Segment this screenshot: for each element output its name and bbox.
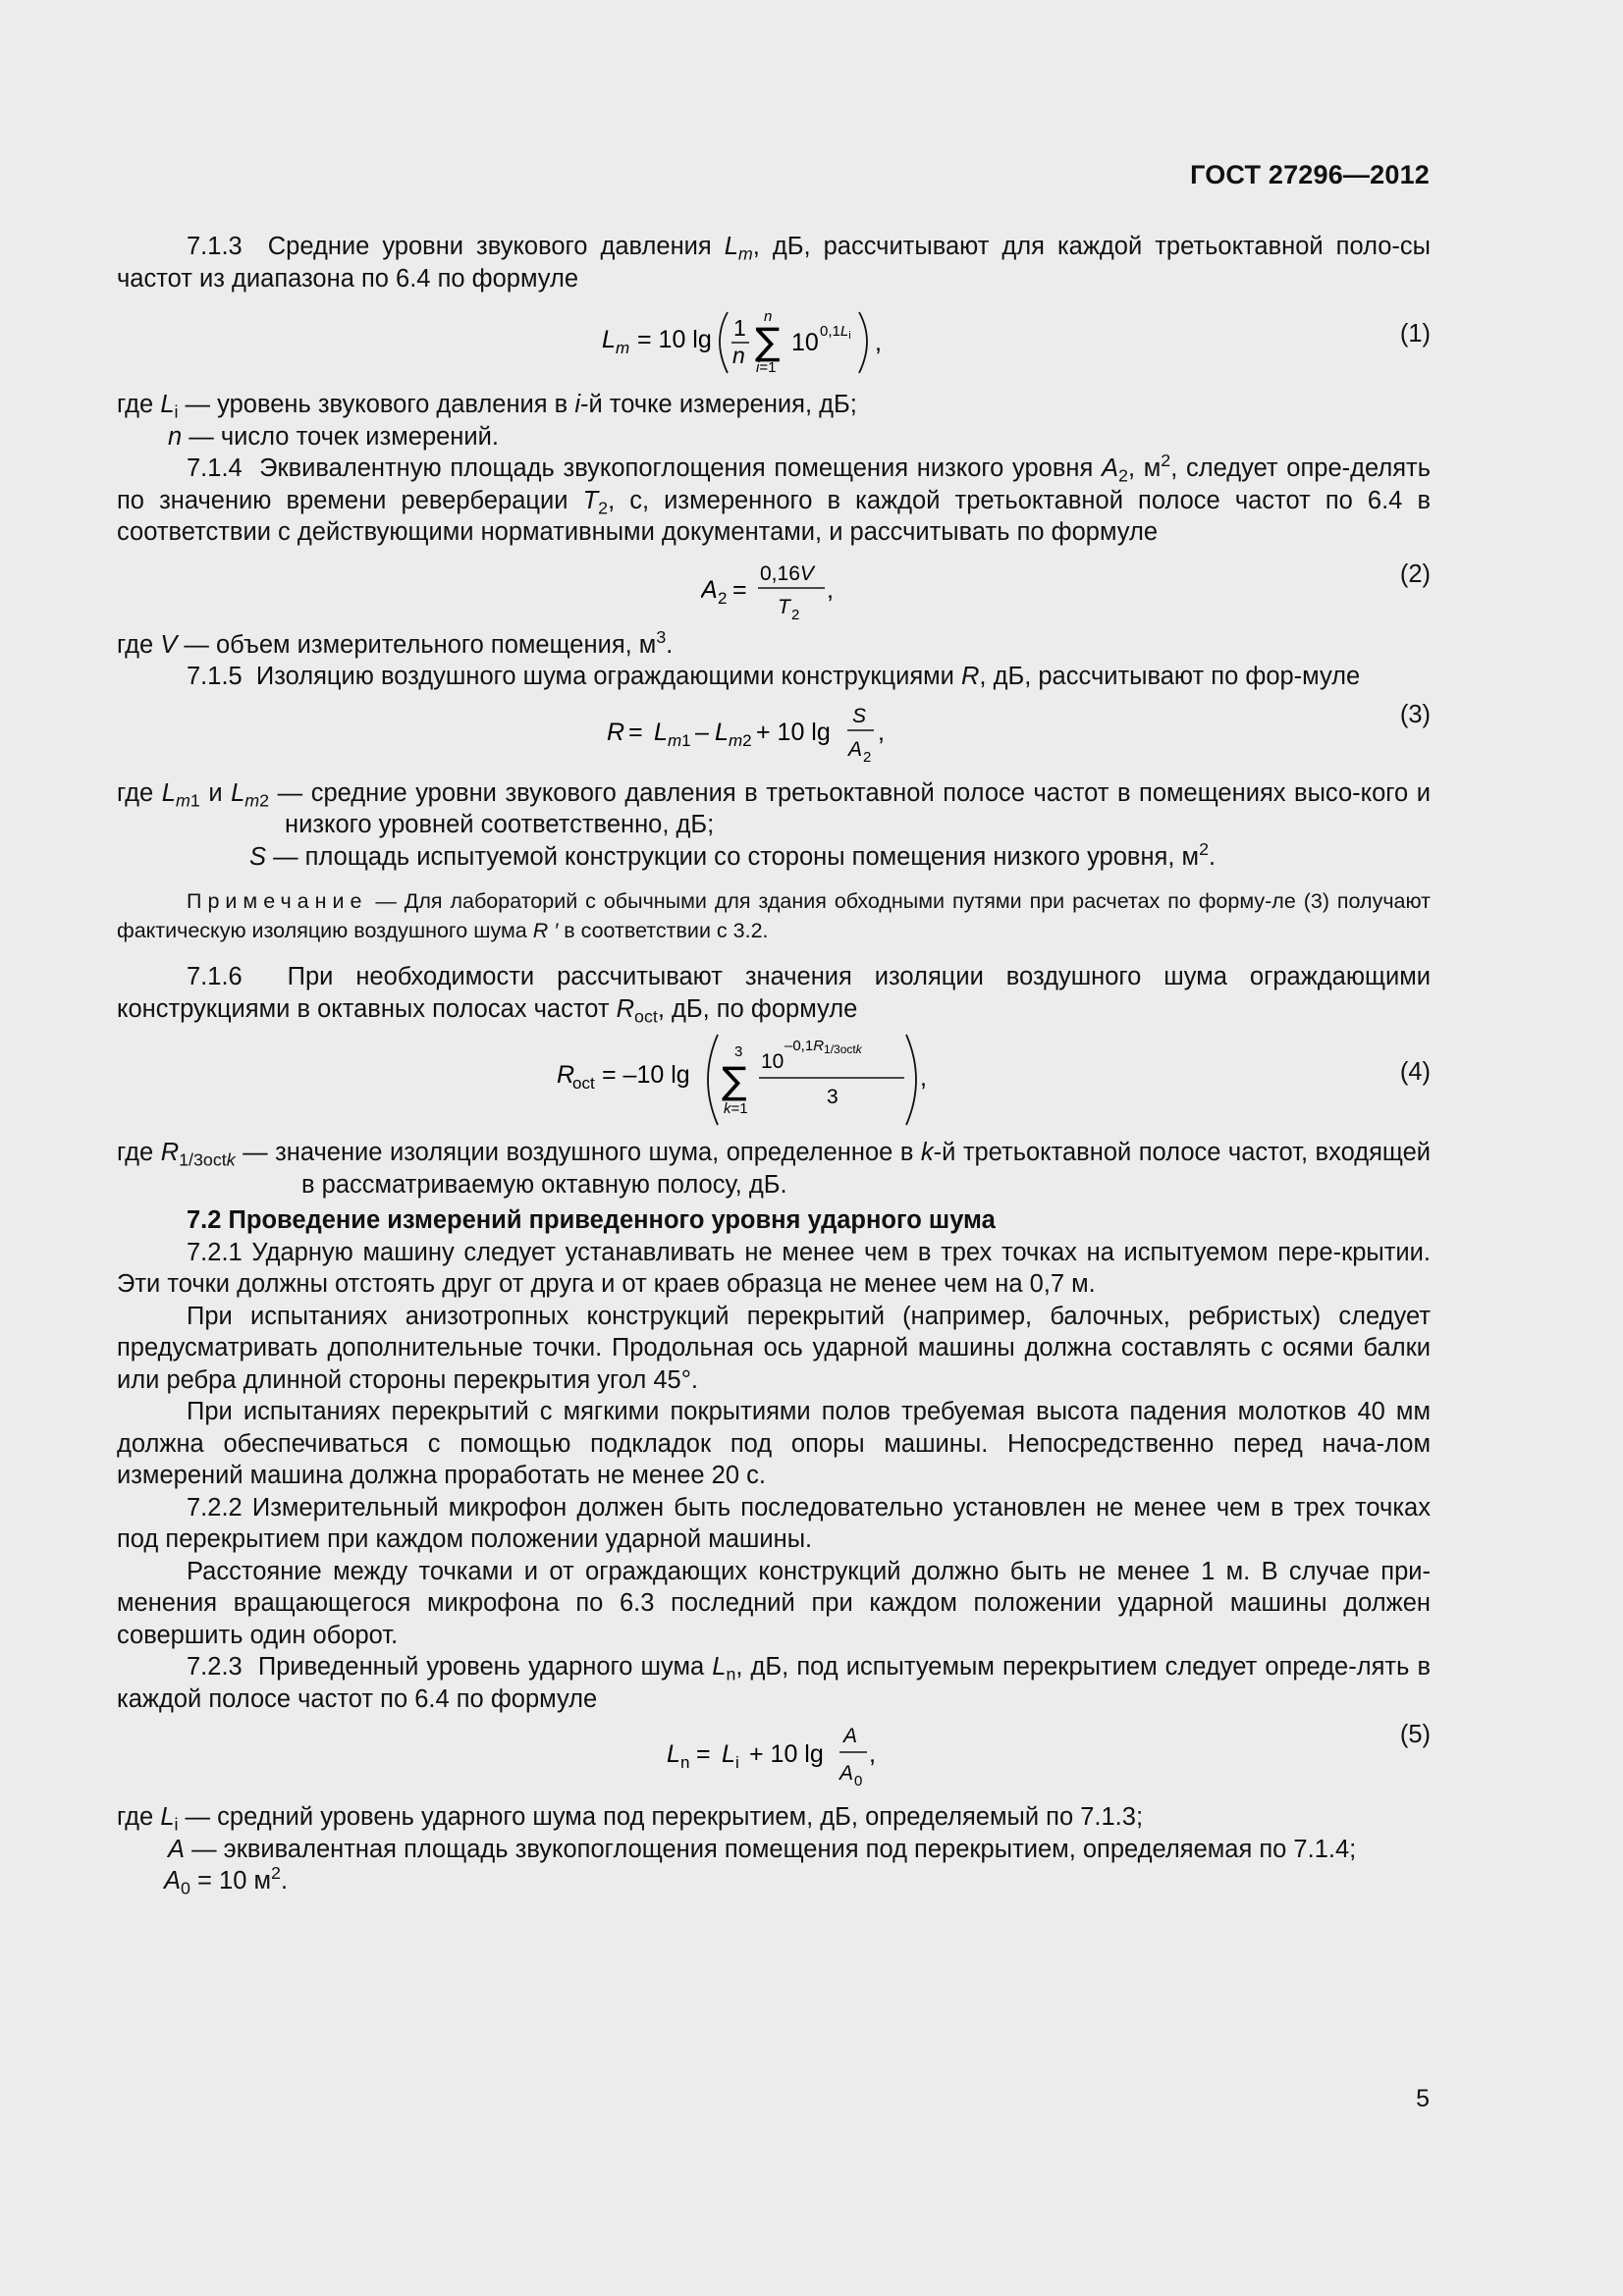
formula-number: (2) — [1399, 560, 1431, 588]
paragraph-7-2-2-b: Расстояние между точками и от ограждающих конструкций должно быть не менее 1 м. В случае при-менения вращающегося микрофона по 6.3 последний при каждом положении ударной машины должен совершить один оборот. — [117, 1557, 1431, 1649]
svg-text:R: R — [557, 1061, 575, 1089]
paragraph-7-2-3: 7.2.3 Приведенный уровень ударного шума $L_n$, дБ, под испытуемым перекрытием следует опреде-лять в каждой полосе частот по 6.4 по формуле — [117, 1653, 1431, 1713]
svg-text:m: m — [616, 339, 630, 357]
svg-text:10: 10 — [791, 329, 819, 356]
formula-1-expression — [602, 298, 896, 383]
formula-4 — [117, 1029, 1431, 1131]
svg-text:+ 10 lg: + 10 lg — [756, 718, 831, 746]
svg-text:0,1Li: $0,1L_i$ — [820, 323, 851, 342]
paragraph-7-2-1: 7.2.1 Ударную машину следует устанавливать не менее чем в трех точках на испытуемом пере-крытии. Эти точки должны отстоять друг от друга и от краев образца не менее чем на 0,7 м. — [117, 1238, 1431, 1298]
svg-text:m2: m2 — [729, 730, 752, 750]
svg-text:S: S — [852, 704, 867, 727]
svg-text:=: = — [628, 718, 643, 746]
formula-3-expression — [607, 697, 911, 772]
svg-text:,: , — [869, 1740, 876, 1768]
svg-text:0,16V: 0,16V — [760, 561, 814, 585]
document-body — [117, 231, 1431, 1897]
svg-text:L: L — [722, 1740, 735, 1768]
formula-number: (1) — [1399, 320, 1431, 347]
formula-5-expression — [667, 1719, 883, 1795]
formula-2-expression — [701, 553, 848, 623]
svg-text:A: A — [843, 1725, 858, 1747]
svg-text:A: A — [839, 1762, 854, 1785]
svg-text:=: = — [696, 1740, 711, 1768]
paragraph-7-2-1-b: При испытаниях анизотропных конструкций перекрытий (например, балочных, ребристых) следует предусматривать дополнительные точки. Продольная ось ударной машины должна составлять с осями балки или ребра длинной стороны перекрытия угол 45°. — [117, 1302, 1431, 1394]
svg-text:n: n — [764, 308, 773, 325]
formula-5 — [117, 1719, 1431, 1795]
svg-text:i=1: i=1 — [756, 359, 777, 376]
formula-1 — [117, 298, 1431, 383]
svg-text:1: 1 — [733, 315, 746, 341]
svg-text:∑: ∑ — [755, 320, 781, 363]
svg-text:i: i — [735, 1753, 739, 1772]
svg-text:2: 2 — [791, 606, 800, 623]
paragraph-7-1-6: 7.1.6 При необходимости рассчитывают значения изоляции воздушного шума ограждающими конструкциями в октавных полосах частот $R_{oct}$, дБ, по формуле — [117, 963, 1431, 1026]
where-block-3-s: S — площадь испытуемой конструкции со стороны помещения низкого уровня, $м^2$. — [249, 838, 1217, 871]
paragraph-7-1-4: 7.1.4 Эквивалентную площадь звукопоглощения помещения низкого уровня $A_2$, $м^2$, следует опре-делять по значению времени реверберации $T_2$, с, измеренного в каждой третьоктавной полосе частот по 6.4 в соответствии с действующими нормативными документами, и рассчитывать по формуле — [117, 451, 1432, 546]
svg-text:,: , — [827, 575, 834, 604]
svg-text:,: , — [920, 1064, 927, 1092]
page-number: 5 — [1416, 2085, 1430, 2112]
svg-text:A: A — [848, 737, 863, 761]
where-block-5: где $L_i$ — средний уровень ударного шума под перекрытием, дБ, определяемый по 7.1.3; — [117, 1803, 1144, 1835]
where-block-5-a: A — эквивалентная площадь звукопоглощения помещения под перекрытием, определяемая по 7.1.4; — [168, 1835, 1357, 1863]
formula-2 — [117, 553, 1431, 623]
svg-text:L: L — [654, 718, 668, 746]
svg-text:=: = — [732, 575, 747, 604]
document-header: ГОСТ 27296—2012 — [1190, 160, 1430, 189]
svg-text:oct: oct — [572, 1074, 595, 1093]
svg-text:0: 0 — [854, 1773, 863, 1789]
paragraph-7-2-2: 7.2.2 Измерительный микрофон должен быть последовательно установлен не менее чем в трех точках под перекрытием при каждом положении ударной машины. — [117, 1493, 1431, 1553]
where-block-5-a0: $A_0 = 10$ $м^2$. — [164, 1863, 289, 1898]
svg-text:3: 3 — [734, 1043, 743, 1060]
note: Примечание — Для лабораторий с обычными для здания обходными путями при расчетах по форму-ле (3) получают фактическую изоляцию воздушного шума R ′ в соответствии с 3.2. — [117, 889, 1431, 942]
formula-number: (5) — [1399, 1721, 1431, 1748]
svg-text:m1: m1 — [668, 730, 691, 750]
svg-text:∑: ∑ — [722, 1059, 747, 1102]
svg-text:= 10 lg: = 10 lg — [637, 326, 712, 353]
svg-text:+ 10 lg: + 10 lg — [749, 1740, 824, 1768]
formula-3 — [117, 697, 1431, 772]
svg-text:,: , — [875, 329, 882, 356]
svg-text:n: n — [732, 343, 745, 368]
section-7-2-title: 7.2 Проведение измерений приведенного уровня ударного шума — [187, 1206, 996, 1234]
formula-number: (4) — [1399, 1058, 1431, 1086]
svg-text:L: L — [602, 326, 616, 353]
where-block-4: где $R_{1/3octk}$ — значение изоляции воздушного шума, определенное в k-й третьоктавной полосе частот, входящей в рассматриваемую октавную полосу, дБ. — [117, 1139, 1431, 1199]
svg-text:n: n — [680, 1753, 690, 1772]
svg-text:–: – — [695, 718, 709, 746]
where-block-3: где $L_{m1}$ и $L_{m2}$ — средние уровни звукового давления в третьоктавной полосе частот в помещениях высо-кого и низкого уровней соответственно, дБ; — [117, 778, 1431, 838]
paragraph-7-2-1-c: При испытаниях перекрытий с мягкими покрытиями полов требуемая высота падения молотков 40 мм должна обеспечиваться с помощью подкладок под опоры машины. Непосредственно перед нача-лом измерений машина должна проработать не менее 20 с. — [117, 1398, 1431, 1489]
svg-text:–0,1R1/3octk: $-0,1R_{1/3oct}k$ — [784, 1038, 862, 1056]
where-block-2: где V — объем измерительного помещения, $м^3$. — [117, 626, 674, 659]
svg-text:k=1: k=1 — [724, 1100, 748, 1117]
svg-text:3: 3 — [827, 1086, 839, 1108]
svg-text:,: , — [878, 718, 885, 746]
where-block-1-n: n — число точек измерений. — [168, 422, 499, 451]
svg-text:T: T — [778, 595, 790, 618]
paragraph-7-1-3: 7.1.3 Средние уровни звукового давления $L_m$, дБ, рассчитывают для каждой третьоктавной поло-сы частот из диапазона по 6.4 по формуле — [117, 233, 1431, 293]
paragraph-7-1-5: 7.1.5 Изоляцию воздушного шума ограждающими конструкциями R, дБ, рассчитывают по фор-муле — [187, 663, 1361, 690]
formula-number: (3) — [1399, 700, 1431, 728]
svg-text:L: L — [667, 1740, 680, 1768]
svg-text:2: 2 — [718, 588, 728, 608]
where-block-1: где $L_i$ — уровень звукового давления в i-й точке измерения, дБ; — [117, 391, 857, 422]
svg-text:L: L — [715, 718, 729, 746]
formula-4-expression — [557, 1029, 930, 1131]
svg-text:A: A — [701, 575, 718, 604]
svg-text:2: 2 — [863, 748, 872, 766]
svg-text:R: R — [607, 718, 625, 746]
svg-text:= –10 lg: = –10 lg — [602, 1061, 690, 1089]
svg-text:10: 10 — [761, 1050, 784, 1073]
